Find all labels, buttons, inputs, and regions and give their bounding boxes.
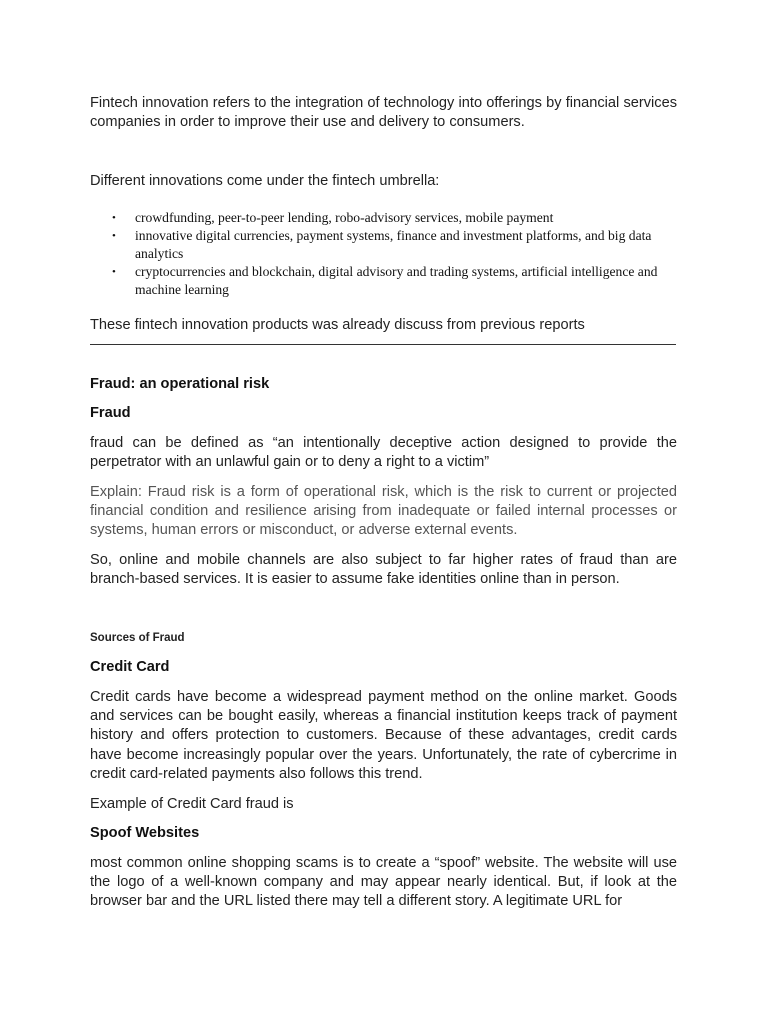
fraud-online-paragraph: So, online and mobile channels are also subject to far higher rates of fraud than are branch-based services. It is easier to assume fake identities online than in person. [90, 552, 677, 588]
fraud-heading: Fraud [90, 405, 131, 421]
bullet-icon: • [112, 266, 116, 278]
innovations-intro: Different innovations come under the fintech umbrella: [90, 173, 440, 189]
intro-paragraph: Fintech innovation refers to the integration of technology into offerings by financial services companies in order to improve their use and delivery to consumers. [90, 95, 677, 131]
list-item [90, 227, 677, 263]
sources-heading: Sources of Fraud [90, 632, 185, 644]
fraud-definition: fraud can be defined as “an intentionally deceptive action designed to provide the perpetrator with an unlawful gain or to deny a right to a victim” [90, 435, 677, 471]
bullet-icon: • [112, 230, 116, 242]
list-item-text: innovative digital currencies, payment systems, finance and investment platforms, and big data analytics [135, 228, 652, 261]
innovations-list [90, 209, 677, 299]
document-page [90, 0, 677, 1024]
example-text: Example of Credit Card fraud is [90, 796, 294, 812]
bullet-icon: • [112, 212, 116, 224]
spoof-paragraph: most common online shopping scams is to create a “spoof” website. The website will use the logo of a well-known company and may appear nearly identical. But, if look at the browser bar and the URL listed there may tell a different story. A legitimate URL for [90, 855, 677, 910]
list-item-text: cryptocurrencies and blockchain, digital advisory and trading systems, artificial intelligence and machine learning [135, 264, 658, 297]
spoof-heading: Spoof Websites [90, 825, 200, 841]
list-item [90, 209, 677, 227]
credit-card-paragraph: Credit cards have become a widespread payment method on the online market. Goods and services can be bought easily, whereas a financial institution keeps track of payment history and offers protection to customers. Because of these advantages, credit cards have become increasingly popular over the years. Unfortunately, the rate of cybercrime in credit card-related payments also follows this trend. [90, 689, 677, 782]
fraud-explain: Explain: Fraud risk is a form of operational risk, which is the risk to current or projected financial condition and resilience arising from inadequate or failed internal processes or systems, human errors or misconduct, or adverse external events. [90, 484, 677, 539]
horizontal-rule [90, 344, 676, 345]
section-heading: Fraud: an operational risk [90, 376, 270, 392]
credit-card-heading: Credit Card [90, 659, 170, 675]
list-item [90, 263, 677, 299]
products-note: These fintech innovation products was already discuss from previous reports [90, 317, 585, 333]
list-item-text: crowdfunding, peer-to-peer lending, robo-advisory services, mobile payment [135, 210, 554, 225]
